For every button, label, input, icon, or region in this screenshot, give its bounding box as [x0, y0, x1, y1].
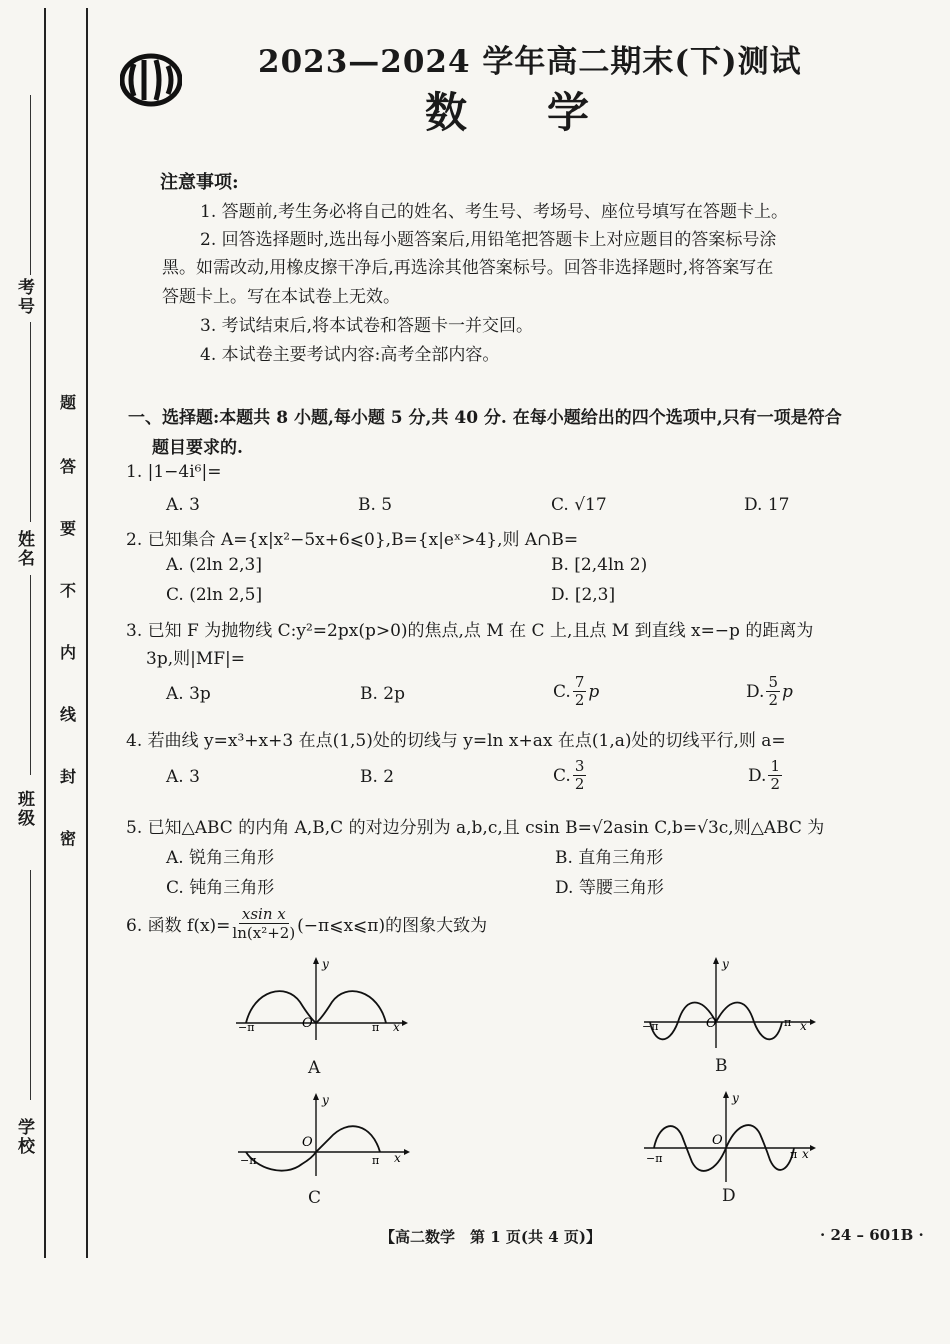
y-axis-label: y [322, 1093, 329, 1107]
q1-option-c: C. √17 [551, 495, 607, 515]
q5-option-c: C. 钝角三角形 [166, 878, 275, 898]
graph-b-label: B [715, 1056, 728, 1076]
q2-option-a: A. (2ln 2,3] [166, 555, 262, 575]
graph-a-label: A [308, 1058, 321, 1078]
x-axis-label: x [802, 1147, 809, 1161]
graph-c [232, 1088, 412, 1178]
fraction-den: 2 [768, 691, 778, 709]
q3-option-d-label: D. [746, 681, 765, 702]
exam-no-blank-line [30, 95, 31, 275]
fraction-num: 1 [770, 757, 780, 775]
q3-option-c-var: p [588, 681, 600, 702]
q6-stem-suffix: (−π⩽x⩽π)的图象大致为 [297, 916, 488, 936]
graph-d [640, 1086, 820, 1186]
q4-option-a: A. 3 [166, 767, 200, 787]
x-axis-arrow-icon [404, 1149, 410, 1155]
seal-char: 题 [59, 393, 76, 412]
curve [246, 1126, 380, 1170]
fraction-num: 5 [768, 673, 778, 691]
y-axis-label: y [322, 957, 329, 971]
q3-option-d [746, 674, 793, 709]
q2-option-d: D. [2,3] [551, 585, 616, 605]
question-1-stem: 1. |1−4i⁶|= [126, 462, 222, 482]
binding-line-inner [86, 8, 88, 1258]
q4-option-d-fraction [768, 758, 782, 793]
subject-title: 数学 [425, 88, 670, 137]
x-axis-arrow-icon [810, 1019, 816, 1025]
q6-fraction [232, 905, 295, 942]
paper-code: · 24 – 601B · [820, 1226, 924, 1244]
graph-c-label: C [308, 1188, 322, 1208]
q1-option-d: D. 17 [744, 495, 790, 515]
q5-option-b: B. 直角三角形 [555, 848, 664, 868]
q4-option-d-label: D. [748, 765, 767, 786]
q3-option-d-fraction [766, 674, 780, 709]
x-axis-arrow-icon [402, 1020, 408, 1026]
y-axis-arrow-icon [313, 957, 319, 964]
q3-option-b: B. 2p [360, 684, 405, 704]
notice-line: 2. 回答选择题时,选出每小题答案后,用铅笔把答题卡上对应题目的答案标号涂 [200, 230, 777, 250]
notice-line: 4. 本试卷主要考试内容:高考全部内容。 [200, 345, 500, 365]
notice-line: 3. 考试结束后,将本试卷和答题卡一并交回。 [200, 316, 534, 336]
seal-char: 线 [59, 705, 76, 724]
y-axis-label: y [732, 1091, 739, 1105]
seal-char: 密 [59, 829, 76, 848]
q3-option-d-var: p [781, 681, 793, 702]
fraction-den: 2 [574, 775, 585, 793]
origin-label: O [712, 1133, 723, 1148]
name-label: 姓名 [14, 530, 34, 568]
y-axis-arrow-icon [313, 1093, 319, 1100]
q4-option-b: B. 2 [360, 767, 395, 787]
seal-char: 要 [59, 519, 76, 538]
pi-label: π [784, 1016, 792, 1029]
class-label: 班级 [14, 790, 34, 828]
name-blank-line [30, 575, 31, 775]
question-3-stem-cont: 3p,则|MF|= [146, 649, 246, 669]
page-footer: 【高二数学 第 1 页(共 4 页)】 [380, 1228, 601, 1246]
fraction-num: xsin x [239, 905, 289, 924]
origin-label: O [302, 1016, 313, 1031]
x-axis-label: x [393, 1020, 400, 1034]
q5-option-a: A. 锐角三角形 [166, 848, 275, 868]
q3-option-c [553, 674, 599, 709]
neg-pi-label: −π [642, 1020, 659, 1033]
seal-char: 不 [59, 581, 76, 600]
question-6-stem [126, 905, 487, 942]
q1-option-a: A. 3 [166, 495, 200, 515]
neg-pi-label: −π [646, 1152, 663, 1165]
notice-heading: 注意事项: [160, 172, 239, 193]
neg-pi-label: −π [240, 1154, 257, 1167]
graph-d-label: D [722, 1186, 736, 1206]
y-axis-arrow-icon [723, 1091, 729, 1098]
exam-no-label: 考号 [14, 278, 34, 316]
school-label: 学校 [14, 1118, 34, 1156]
class-blank-line [30, 870, 31, 1100]
fraction-den: 2 [574, 691, 585, 709]
q4-option-c-label: C. [553, 765, 571, 786]
notice-line: 黑。如需改动,用橡皮擦干净后,再选涂其他答案标号。回答非选择题时,将答案写在 [162, 258, 774, 278]
q5-option-d: D. 等腰三角形 [555, 878, 664, 898]
pi-label: π [372, 1021, 380, 1034]
publisher-logo-icon [120, 52, 182, 108]
notice-line: 1. 答题前,考生务必将自己的姓名、考生号、考场号、座位号填写在答题卡上。 [200, 202, 789, 222]
q3-option-c-fraction [573, 674, 587, 709]
q4-option-c-fraction [573, 758, 587, 793]
q1-option-b: B. 5 [358, 495, 393, 515]
q2-option-b: B. [2,4ln 2) [551, 555, 648, 575]
question-3-stem: 3. 已知 F 为抛物线 C:y²=2px(p>0)的焦点,点 M 在 C 上,且点 M 到直线 x=−p 的距离为 [126, 621, 814, 641]
notice-line: 答题卡上。写在本试卷上无效。 [162, 287, 400, 307]
seal-char: 内 [59, 643, 76, 662]
y-axis-arrow-icon [713, 957, 719, 964]
origin-label: O [302, 1135, 313, 1150]
exam-no-blank-line-2 [30, 322, 31, 522]
x-axis-label: x [800, 1019, 807, 1033]
q2-option-c: C. (2ln 2,5] [166, 585, 263, 605]
question-4-stem: 4. 若曲线 y=x³+x+3 在点(1,5)处的切线与 y=ln x+ax 在点(1,a)处的切线平行,则 a= [126, 731, 786, 751]
question-2-stem: 2. 已知集合 A={x|x²−5x+6⩽0},B={x|eˣ>4},则 A∩B= [126, 530, 579, 550]
x-axis-arrow-icon [810, 1145, 816, 1151]
pi-label: π [372, 1154, 380, 1167]
section-heading: 一、选择题:本题共 8 小题,每小题 5 分,共 40 分. 在每小题给出的四个选项中,只有一项是符合 [128, 408, 842, 428]
binding-line-outer [44, 8, 46, 1258]
fraction-den: ln(x²+2) [232, 924, 296, 942]
q4-option-c [553, 758, 588, 793]
seal-char: 答 [59, 457, 76, 476]
exam-title: 2023—2024 学年高二期末(下)测试 [258, 44, 802, 80]
question-5-stem: 5. 已知△ABC 的内角 A,B,C 的对边分别为 a,b,c,且 csin B=√2asin C,b=√3c,则△ABC 为 [126, 818, 825, 838]
seal-char: 封 [59, 767, 76, 786]
origin-label: O [706, 1016, 717, 1031]
fraction-num: 7 [574, 673, 585, 691]
graph-a [230, 952, 410, 1042]
fraction-num: 3 [574, 757, 585, 775]
q4-option-d [748, 758, 784, 793]
neg-pi-label: −π [238, 1021, 255, 1034]
x-axis-label: x [394, 1151, 401, 1165]
graph-b [640, 952, 820, 1052]
section-heading-cont: 题目要求的. [152, 438, 243, 458]
pi-label: π [790, 1148, 798, 1161]
fraction-den: 2 [770, 775, 780, 793]
q6-stem-prefix: 6. 函数 f(x)= [126, 916, 231, 936]
q3-option-a: A. 3p [166, 684, 211, 704]
q3-option-c-label: C. [553, 681, 571, 702]
y-axis-label: y [722, 957, 729, 971]
